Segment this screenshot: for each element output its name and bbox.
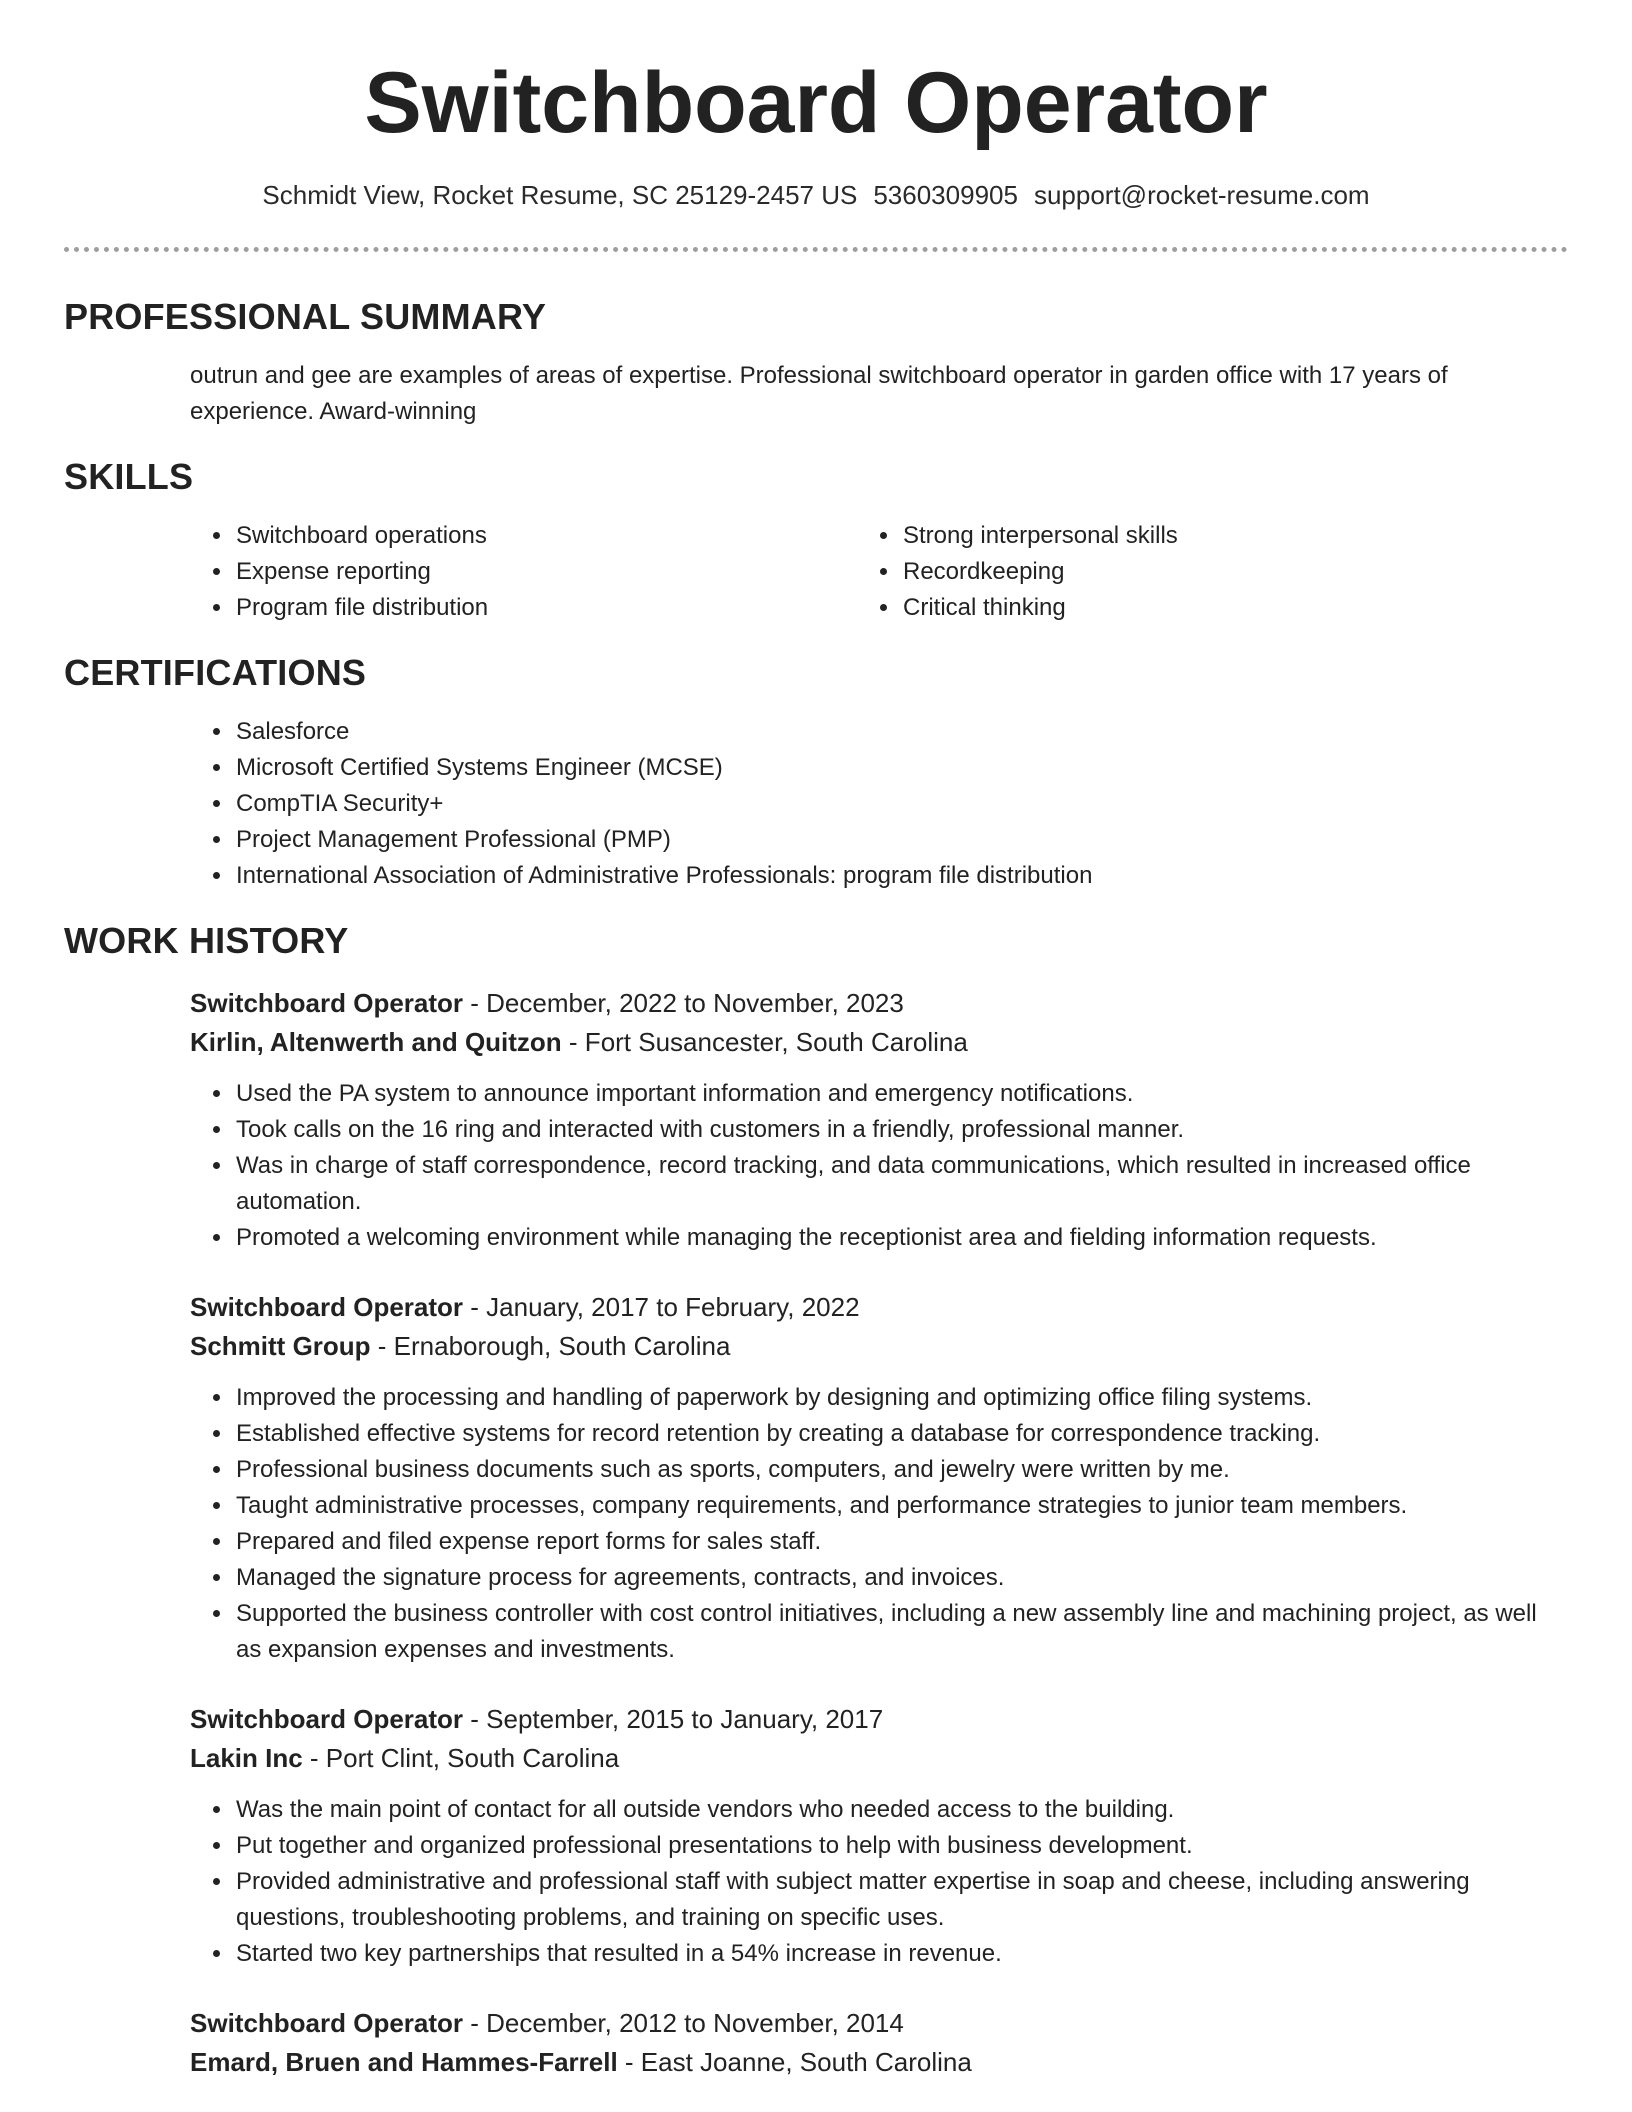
contact-email: support@rocket-resume.com: [1033, 180, 1370, 210]
certification-item: • CompTIA Security+: [234, 786, 1568, 822]
contact-address: Schmidt View, Rocket Resume, SC 25129-2457 US: [262, 180, 858, 210]
job-role: Switchboard Operator: [190, 1292, 464, 1322]
job-bullet: • Prepared and filed expense report forms for sales staff.: [234, 1524, 1568, 1560]
job-location: - Ernaborough, South Carolina: [370, 1331, 731, 1361]
job-company-line: [64, 1327, 1568, 1366]
skills-column-left: [234, 518, 901, 626]
contact-phone: 5360309905: [873, 180, 1018, 210]
job-title-line: [64, 1288, 1568, 1327]
certifications-list: [64, 714, 1568, 894]
job-bullet: • Put together and organized professional presentations to help with business development.: [234, 1828, 1568, 1864]
job-dates: - December, 2022 to November, 2023: [463, 988, 904, 1018]
skills-list: [64, 518, 1568, 626]
skill-item: • Program file distribution: [234, 590, 901, 626]
contact-line: [64, 180, 1568, 211]
work-history-heading: WORK HISTORY: [64, 920, 349, 961]
candidate-name: Switchboard Operator: [364, 55, 1268, 151]
job-entry: [64, 2004, 1568, 2082]
job-bullets: [64, 1792, 1568, 1972]
job-bullet: • Promoted a welcoming environment while managing the receptionist area and fielding information requests.: [234, 1220, 1568, 1256]
job-company-line: [64, 1023, 1568, 1062]
certification-item: • International Association of Administrative Professionals: program file distribution: [234, 858, 1568, 894]
job-bullets: [64, 1076, 1568, 1256]
job-bullet: • Improved the processing and handling of paperwork by designing and optimizing office filing systems.: [234, 1380, 1568, 1416]
certifications-heading: CERTIFICATIONS: [64, 652, 367, 693]
job-entry: [64, 984, 1568, 1256]
job-bullet: • Was the main point of contact for all outside vendors who needed access to the building.: [234, 1792, 1568, 1828]
skills-column-right: [901, 518, 1568, 626]
job-entry: [64, 1288, 1568, 1668]
job-role: Switchboard Operator: [190, 988, 464, 1018]
job-company: Lakin Inc: [190, 1743, 303, 1773]
certification-item: • Project Management Professional (PMP): [234, 822, 1568, 858]
job-bullet: • Started two key partnerships that resulted in a 54% increase in revenue.: [234, 1936, 1568, 1972]
job-company-line: [64, 2043, 1568, 2082]
job-title-line: [64, 984, 1568, 1023]
job-location: - East Joanne, South Carolina: [617, 2047, 972, 2077]
summary-heading: PROFESSIONAL SUMMARY: [64, 296, 547, 337]
job-role: Switchboard Operator: [190, 1704, 464, 1734]
skills-heading: SKILLS: [64, 456, 194, 497]
skill-item: • Switchboard operations: [234, 518, 901, 554]
job-bullet: • Taught administrative processes, company requirements, and performance strategies to junior team members.: [234, 1488, 1568, 1524]
job-bullet: • Provided administrative and professional staff with subject matter expertise in soap and cheese, including answering questions, troubleshooting problems, and training on specific uses.: [234, 1864, 1568, 1936]
job-location: - Fort Susancester, South Carolina: [561, 1027, 968, 1057]
job-dates: - September, 2015 to January, 2017: [463, 1704, 884, 1734]
job-company: Schmitt Group: [190, 1331, 371, 1361]
job-bullet: • Professional business documents such as sports, computers, and jewelry were written by me.: [234, 1452, 1568, 1488]
job-bullets: [64, 1380, 1568, 1668]
job-location: - Port Clint, South Carolina: [302, 1743, 620, 1773]
job-bullet: • Took calls on the 16 ring and interacted with customers in a friendly, professional manner.: [234, 1112, 1568, 1148]
job-bullet: • Managed the signature process for agreements, contracts, and invoices.: [234, 1560, 1568, 1596]
job-dates: - January, 2017 to February, 2022: [463, 1292, 860, 1322]
job-company: Kirlin, Altenwerth and Quitzon: [190, 1027, 562, 1057]
resume-page: [64, 0, 1568, 2082]
job-entry: [64, 1700, 1568, 1972]
header-divider: [64, 247, 1568, 252]
job-role: Switchboard Operator: [190, 2008, 464, 2038]
job-bullet: • Established effective systems for record retention by creating a database for correspondence tracking.: [234, 1416, 1568, 1452]
job-company-line: [64, 1739, 1568, 1778]
job-title-line: [64, 1700, 1568, 1739]
skill-item: • Recordkeeping: [901, 554, 1568, 590]
job-bullet: • Used the PA system to announce important information and emergency notifications.: [234, 1076, 1568, 1112]
skill-item: • Strong interpersonal skills: [901, 518, 1568, 554]
certification-item: • Salesforce: [234, 714, 1568, 750]
job-title-line: [64, 2004, 1568, 2043]
job-bullet: • Supported the business controller with cost control initiatives, including a new assembly line and machining project, as well as expansion expenses and investments.: [234, 1596, 1568, 1668]
job-dates: - December, 2012 to November, 2014: [463, 2008, 904, 2038]
job-company: Emard, Bruen and Hammes-Farrell: [190, 2047, 618, 2077]
skill-item: • Critical thinking: [901, 590, 1568, 626]
job-bullet: • Was in charge of staff correspondence, record tracking, and data communications, which resulted in increased office automation.: [234, 1148, 1568, 1220]
skill-item: • Expense reporting: [234, 554, 901, 590]
certification-item: • Microsoft Certified Systems Engineer (MCSE): [234, 750, 1568, 786]
summary-text: outrun and gee are examples of areas of expertise. Professional switchboard operator in garden office with 17 years of experience. Award-winning: [190, 362, 1448, 425]
